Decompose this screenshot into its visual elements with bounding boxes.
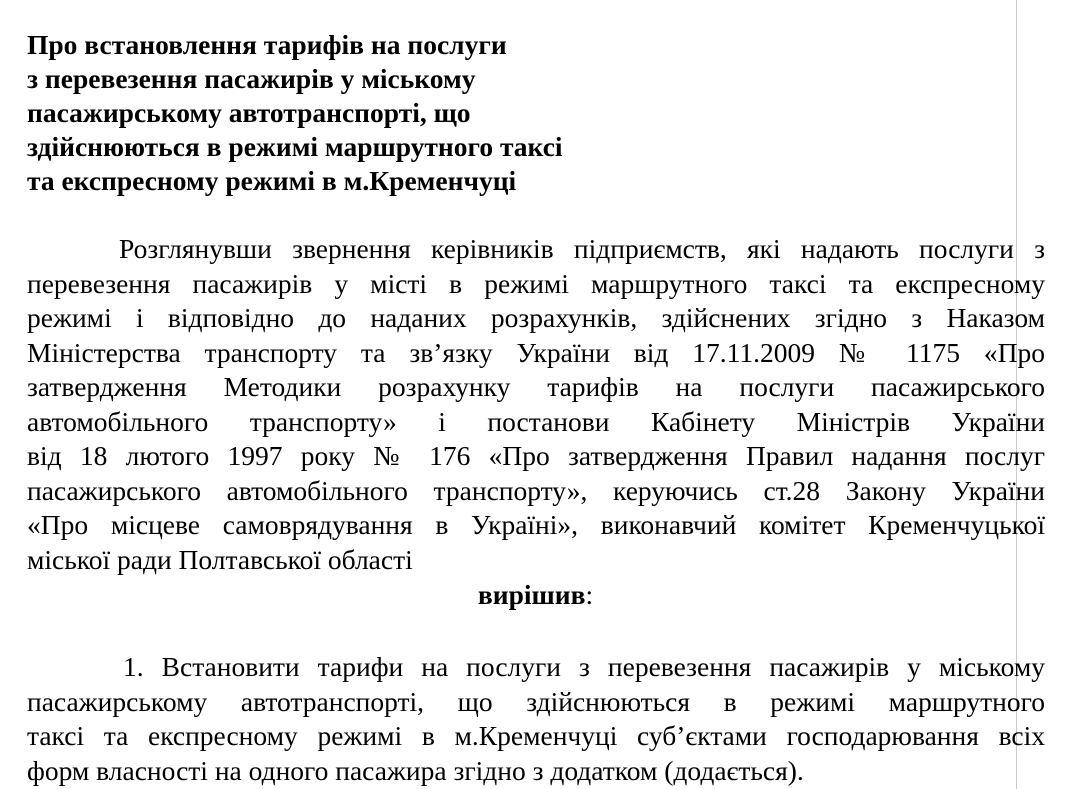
document-title: [27, 28, 563, 198]
preamble-line-10: міської ради Полтавської області: [27, 543, 413, 575]
title-line-3: пасажирському автотранспорті, що: [27, 97, 471, 128]
preamble-line-5: затвердження Методики розрахунку тарифів на послуги пасажирського: [27, 371, 1045, 402]
title-line-4: здійснюються в режимі маршрутного таксі: [27, 131, 563, 162]
preamble-line-9: «Про місцеве самоврядування в Україні», виконавчий комітет Кременчуцької: [27, 509, 1045, 540]
title-line-2: з перевезення пасажирів у міському: [27, 63, 476, 94]
decided-colon: :: [585, 579, 594, 610]
preamble-line-8: пасажирського автомобільного транспорту», керуючись ст.28 Закону України: [27, 474, 1045, 506]
decided-word: вирішив: [477, 579, 586, 610]
title-line-5: та експресному режимі в м.Кременчуці: [27, 165, 517, 196]
item-1-line-3: таксі та експресному режимі в м.Кременчуці суб’єктами господарювання всіх: [27, 720, 1045, 751]
preamble-paragraph: [27, 232, 1045, 577]
title-line-1: Про встановлення тарифів на послуги: [27, 29, 507, 60]
preamble-line-1: Розглянувши звернення керівників підприємств, які надають послуги з: [119, 233, 1045, 264]
preamble-line-4: Міністерства транспорту та зв’язку України від 17.11.2009 № 1175 «Про: [27, 336, 1045, 368]
preamble-line-7: від 18 лютого 1997 року № 176 «Про затвердження Правил надання послуг: [27, 440, 1045, 471]
decided-heading: [0, 578, 1071, 612]
preamble-line-6: автомобільного транспорту» і постанови Кабінету Міністрів України: [27, 405, 1045, 437]
item-1-paragraph: [27, 650, 1045, 788]
preamble-line-2: перевезення пасажирів у місті в режимі маршрутного таксі та експресному: [27, 267, 1045, 299]
preamble-line-3: режимі і відповідно до наданих розрахунків, здійснених згідно з Наказом: [27, 302, 1045, 333]
item-1-line-4: форм власності на одного пасажира згідно з додатком (додається).: [27, 754, 804, 786]
item-1-line-1: 1. Встановити тарифи на послуги з перевезення пасажирів у міському: [123, 651, 1045, 682]
item-1-line-2: пасажирському автотранспорті, що здійснюються в режимі маршрутного: [27, 685, 1045, 717]
